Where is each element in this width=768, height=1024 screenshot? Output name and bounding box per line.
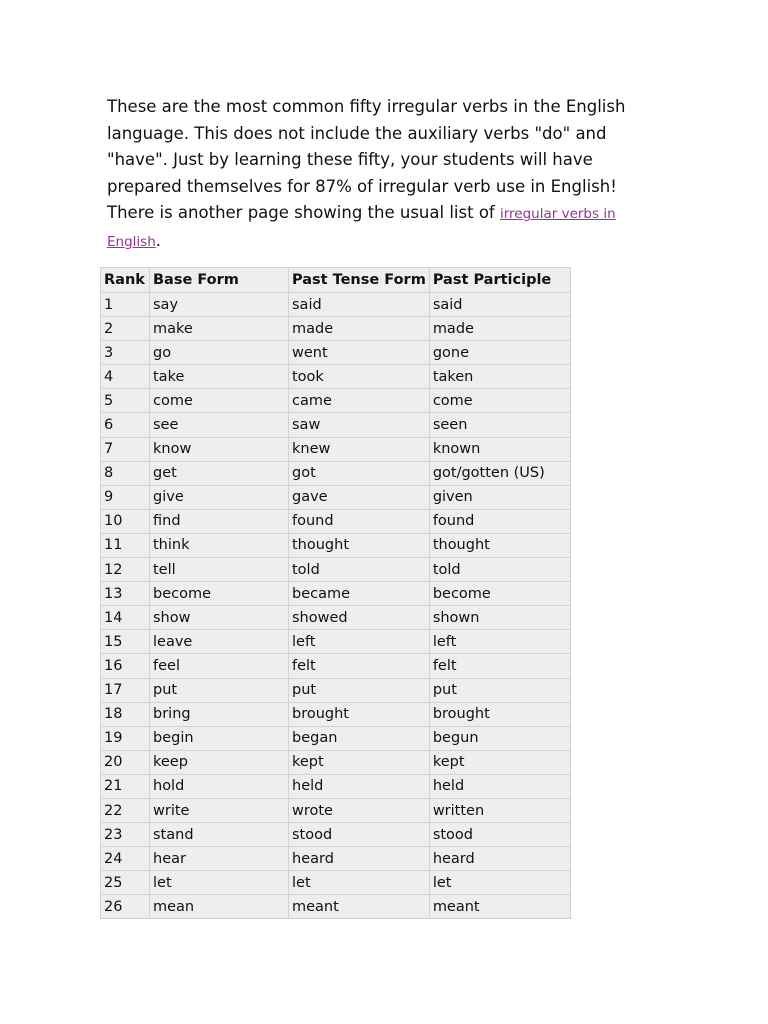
rank-cell: 15 xyxy=(101,630,150,654)
past-tense-cell: showed xyxy=(289,606,430,630)
rank-cell: 8 xyxy=(101,461,150,485)
base-form-cell: think xyxy=(150,533,289,557)
table-row xyxy=(101,389,571,413)
rank-cell: 13 xyxy=(101,582,150,606)
base-form-cell: begin xyxy=(150,726,289,750)
rank-cell: 5 xyxy=(101,389,150,413)
past-tense-cell: felt xyxy=(289,654,430,678)
base-form-cell: hold xyxy=(150,774,289,798)
table-row xyxy=(101,509,571,533)
table-row xyxy=(101,413,571,437)
base-form-cell: keep xyxy=(150,750,289,774)
base-form-cell: leave xyxy=(150,630,289,654)
past-participle-cell: found xyxy=(429,509,570,533)
past-participle-cell: shown xyxy=(429,606,570,630)
past-tense-cell: told xyxy=(289,558,430,582)
past-participle-cell: meant xyxy=(429,895,570,919)
header-rank: Rank xyxy=(101,268,150,293)
rank-cell: 24 xyxy=(101,847,150,871)
past-tense-cell: made xyxy=(289,317,430,341)
base-form-cell: put xyxy=(150,678,289,702)
table-row xyxy=(101,630,571,654)
rank-cell: 16 xyxy=(101,654,150,678)
base-form-cell: get xyxy=(150,461,289,485)
past-tense-cell: let xyxy=(289,871,430,895)
past-tense-cell: kept xyxy=(289,750,430,774)
rank-cell: 20 xyxy=(101,750,150,774)
base-form-cell: see xyxy=(150,413,289,437)
past-tense-cell: stood xyxy=(289,823,430,847)
past-participle-cell: stood xyxy=(429,823,570,847)
past-participle-cell: come xyxy=(429,389,570,413)
past-tense-cell: wrote xyxy=(289,798,430,822)
header-past-participle: Past Participle xyxy=(429,268,570,293)
past-tense-cell: thought xyxy=(289,533,430,557)
rank-cell: 10 xyxy=(101,509,150,533)
past-participle-cell: brought xyxy=(429,702,570,726)
past-participle-cell: put xyxy=(429,678,570,702)
base-form-cell: let xyxy=(150,871,289,895)
base-form-cell: find xyxy=(150,509,289,533)
table-row xyxy=(101,365,571,389)
base-form-cell: tell xyxy=(150,558,289,582)
base-form-cell: stand xyxy=(150,823,289,847)
rank-cell: 9 xyxy=(101,485,150,509)
base-form-cell: write xyxy=(150,798,289,822)
past-tense-cell: brought xyxy=(289,702,430,726)
table-row xyxy=(101,533,571,557)
past-tense-cell: began xyxy=(289,726,430,750)
rank-cell: 6 xyxy=(101,413,150,437)
rank-cell: 17 xyxy=(101,678,150,702)
table-row xyxy=(101,317,571,341)
past-participle-cell: told xyxy=(429,558,570,582)
base-form-cell: take xyxy=(150,365,289,389)
table-row xyxy=(101,461,571,485)
past-tense-cell: saw xyxy=(289,413,430,437)
header-past-tense-form: Past Tense Form xyxy=(289,268,430,293)
intro-text: These are the most common fifty irregular verbs in the English language. This does not include the auxiliary verbs "do" and "have". Just by learning these fifty, your students will have prepared themselves for 87% of irregular verb use in English! There is another page showing the usual list of xyxy=(107,97,626,222)
irregular-verbs-table xyxy=(100,267,571,919)
past-participle-cell: known xyxy=(429,437,570,461)
base-form-cell: go xyxy=(150,341,289,365)
table-row xyxy=(101,558,571,582)
past-tense-cell: gave xyxy=(289,485,430,509)
rank-cell: 26 xyxy=(101,895,150,919)
past-participle-cell: become xyxy=(429,582,570,606)
table-row xyxy=(101,895,571,919)
past-tense-cell: said xyxy=(289,293,430,317)
base-form-cell: bring xyxy=(150,702,289,726)
base-form-cell: mean xyxy=(150,895,289,919)
past-participle-cell: left xyxy=(429,630,570,654)
past-tense-cell: got xyxy=(289,461,430,485)
rank-cell: 21 xyxy=(101,774,150,798)
rank-cell: 23 xyxy=(101,823,150,847)
rank-cell: 2 xyxy=(101,317,150,341)
table-row xyxy=(101,437,571,461)
base-form-cell: become xyxy=(150,582,289,606)
base-form-cell: give xyxy=(150,485,289,509)
base-form-cell: feel xyxy=(150,654,289,678)
table-row xyxy=(101,871,571,895)
table-row xyxy=(101,606,571,630)
past-participle-cell: said xyxy=(429,293,570,317)
table-row xyxy=(101,750,571,774)
past-participle-cell: begun xyxy=(429,726,570,750)
intro-paragraph xyxy=(107,94,652,255)
irregular-verbs-link[interactable]: irregular verbs in English xyxy=(107,206,616,250)
past-participle-cell: given xyxy=(429,485,570,509)
past-tense-cell: put xyxy=(289,678,430,702)
past-participle-cell: heard xyxy=(429,847,570,871)
rank-cell: 19 xyxy=(101,726,150,750)
past-tense-cell: took xyxy=(289,365,430,389)
past-participle-cell: written xyxy=(429,798,570,822)
table-row xyxy=(101,798,571,822)
past-participle-cell: kept xyxy=(429,750,570,774)
table-row xyxy=(101,341,571,365)
past-tense-cell: became xyxy=(289,582,430,606)
past-tense-cell: held xyxy=(289,774,430,798)
table-body xyxy=(101,293,571,919)
rank-cell: 3 xyxy=(101,341,150,365)
rank-cell: 14 xyxy=(101,606,150,630)
past-tense-cell: went xyxy=(289,341,430,365)
table-row xyxy=(101,485,571,509)
past-participle-cell: got/gotten (US) xyxy=(429,461,570,485)
base-form-cell: make xyxy=(150,317,289,341)
past-tense-cell: knew xyxy=(289,437,430,461)
rank-cell: 4 xyxy=(101,365,150,389)
table-row xyxy=(101,293,571,317)
table-row xyxy=(101,582,571,606)
past-participle-cell: held xyxy=(429,774,570,798)
base-form-cell: say xyxy=(150,293,289,317)
past-participle-cell: seen xyxy=(429,413,570,437)
past-tense-cell: left xyxy=(289,630,430,654)
table-row xyxy=(101,702,571,726)
base-form-cell: come xyxy=(150,389,289,413)
past-tense-cell: found xyxy=(289,509,430,533)
rank-cell: 7 xyxy=(101,437,150,461)
table-row xyxy=(101,726,571,750)
past-participle-cell: gone xyxy=(429,341,570,365)
past-tense-cell: came xyxy=(289,389,430,413)
past-tense-cell: meant xyxy=(289,895,430,919)
past-participle-cell: thought xyxy=(429,533,570,557)
rank-cell: 11 xyxy=(101,533,150,557)
base-form-cell: hear xyxy=(150,847,289,871)
base-form-cell: show xyxy=(150,606,289,630)
header-base-form: Base Form xyxy=(150,268,289,293)
table-row xyxy=(101,847,571,871)
rank-cell: 12 xyxy=(101,558,150,582)
table-row xyxy=(101,654,571,678)
rank-cell: 1 xyxy=(101,293,150,317)
rank-cell: 18 xyxy=(101,702,150,726)
table-row xyxy=(101,774,571,798)
table-header-row xyxy=(101,268,571,293)
table-row xyxy=(101,678,571,702)
rank-cell: 25 xyxy=(101,871,150,895)
past-participle-cell: felt xyxy=(429,654,570,678)
past-participle-cell: made xyxy=(429,317,570,341)
rank-cell: 22 xyxy=(101,798,150,822)
intro-after-link: . xyxy=(155,230,161,250)
past-participle-cell: taken xyxy=(429,365,570,389)
past-tense-cell: heard xyxy=(289,847,430,871)
base-form-cell: know xyxy=(150,437,289,461)
past-participle-cell: let xyxy=(429,871,570,895)
table-row xyxy=(101,823,571,847)
